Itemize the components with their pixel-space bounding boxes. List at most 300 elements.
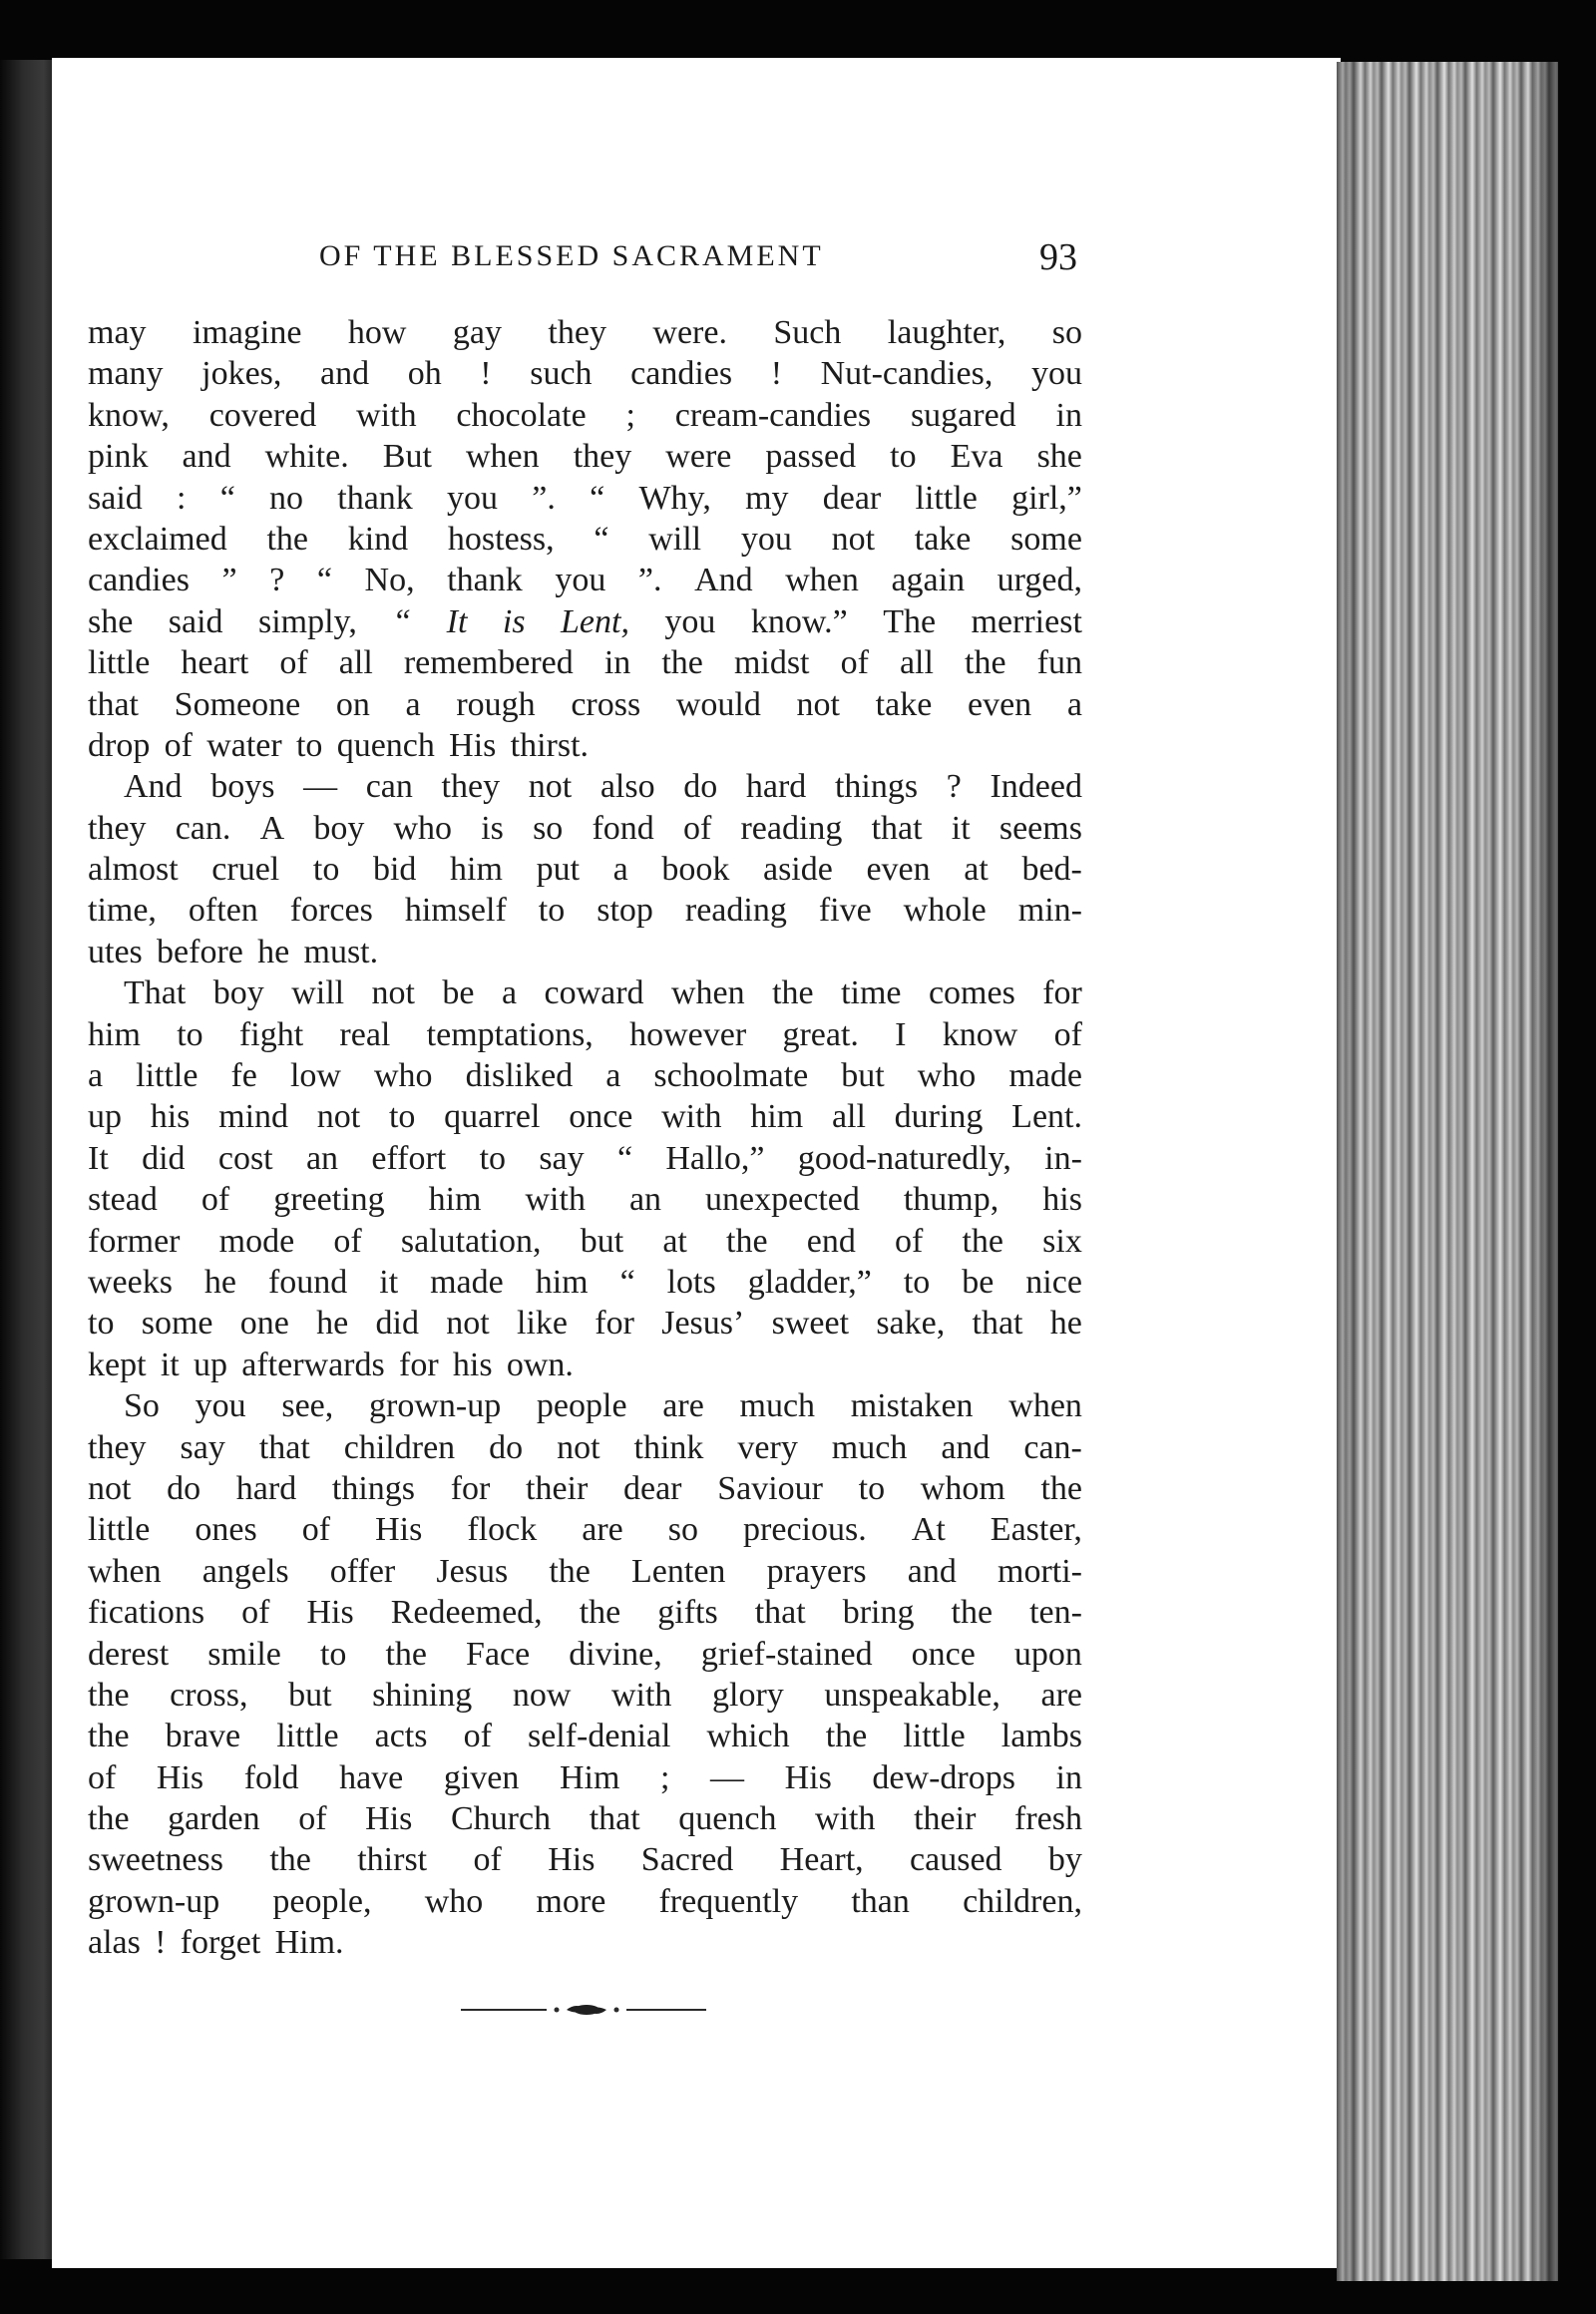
word: with xyxy=(815,1800,876,1838)
word: think xyxy=(633,1428,704,1466)
word: some xyxy=(1010,520,1082,558)
word: were xyxy=(665,438,732,476)
word: divine, xyxy=(569,1635,662,1673)
word: dew-drops xyxy=(872,1758,1015,1796)
word: him xyxy=(428,1181,482,1219)
text-line xyxy=(88,601,1082,642)
text-line xyxy=(88,312,1082,353)
word: all xyxy=(338,644,373,682)
word: did xyxy=(375,1305,419,1343)
word: Face xyxy=(466,1635,531,1673)
word: you xyxy=(555,562,606,599)
word: utes xyxy=(88,933,143,970)
word: the xyxy=(88,1800,130,1838)
word: he xyxy=(316,1305,349,1343)
text-line xyxy=(88,519,1082,560)
ornament-divider-icon xyxy=(459,1995,708,2025)
word: when xyxy=(670,974,745,1012)
text-line xyxy=(88,1303,1082,1344)
word: mistaken xyxy=(850,1387,974,1425)
word: angels xyxy=(201,1552,289,1590)
word: lambs xyxy=(1000,1718,1082,1755)
word: laughter, xyxy=(887,314,1006,351)
word: do xyxy=(683,768,718,806)
word: of xyxy=(241,1594,270,1632)
word: his xyxy=(1042,1181,1082,1219)
word: not xyxy=(796,685,840,723)
word: which xyxy=(706,1718,790,1755)
word: of xyxy=(840,644,869,682)
page-number: 93 xyxy=(1039,236,1077,278)
text-line xyxy=(88,1345,1082,1385)
word: ten- xyxy=(1029,1594,1082,1632)
word: bring xyxy=(842,1594,915,1632)
text-line xyxy=(88,560,1082,600)
word: gladder,” xyxy=(747,1263,872,1301)
word: sake, xyxy=(876,1305,946,1343)
word: So xyxy=(124,1387,160,1425)
word: you xyxy=(1030,355,1082,393)
word: the xyxy=(269,1841,311,1879)
word: said xyxy=(88,479,143,517)
word: Easter, xyxy=(990,1511,1082,1549)
text-line xyxy=(88,808,1082,849)
word: do xyxy=(167,1469,201,1507)
word: when xyxy=(1008,1387,1082,1425)
word: made xyxy=(1008,1057,1082,1095)
word: fond xyxy=(592,809,654,847)
word: say xyxy=(539,1139,585,1177)
word: Lent. xyxy=(1011,1098,1082,1136)
word: reading xyxy=(684,892,787,930)
word: cross, xyxy=(170,1676,248,1714)
word: “ xyxy=(219,479,235,517)
word: in xyxy=(1055,1758,1082,1796)
word: girl,” xyxy=(1011,479,1082,517)
page-block-edges xyxy=(1337,62,1558,2281)
word: not xyxy=(446,1305,490,1343)
word: drop xyxy=(88,726,151,764)
word: coward xyxy=(544,974,644,1012)
word: in- xyxy=(1044,1139,1082,1177)
word: good-naturedly, xyxy=(797,1139,1011,1177)
word: by xyxy=(1047,1841,1082,1879)
word: he xyxy=(203,1263,237,1301)
word: seems xyxy=(998,809,1082,847)
word: unexpected xyxy=(705,1181,860,1219)
word: so xyxy=(667,1511,699,1549)
word: ”. xyxy=(637,562,662,599)
word: no xyxy=(269,479,304,517)
word: not xyxy=(88,1469,132,1507)
word: also xyxy=(599,768,655,806)
word: fight xyxy=(238,1015,304,1053)
word: brave xyxy=(165,1718,241,1755)
text-line xyxy=(88,766,1082,807)
word: Sacred xyxy=(640,1841,734,1879)
word: who xyxy=(424,1882,484,1920)
word: and xyxy=(907,1552,957,1590)
word: take xyxy=(875,685,933,723)
word: candies xyxy=(88,562,190,599)
word: of xyxy=(298,1800,327,1838)
text-line xyxy=(88,642,1082,683)
word: take xyxy=(914,520,972,558)
word: Jesus xyxy=(436,1552,509,1590)
word: are xyxy=(582,1511,623,1549)
word: of xyxy=(333,1222,362,1260)
word: weeks xyxy=(88,1263,173,1301)
word: and xyxy=(941,1428,991,1466)
text-line xyxy=(88,353,1082,394)
word: were. xyxy=(652,314,727,351)
text-line xyxy=(88,1839,1082,1880)
word: urged, xyxy=(997,562,1082,599)
word: frequently xyxy=(658,1882,799,1920)
word: mode xyxy=(218,1222,295,1260)
text-line xyxy=(88,1385,1082,1426)
text-line xyxy=(88,1221,1082,1262)
word: to xyxy=(479,1139,507,1177)
word: they xyxy=(88,1428,147,1466)
word: effort xyxy=(371,1139,447,1177)
text-line xyxy=(88,1055,1082,1096)
text-line xyxy=(88,890,1082,931)
word: boys xyxy=(210,768,275,806)
word: min- xyxy=(1017,892,1082,930)
word: an xyxy=(305,1139,339,1177)
word: the xyxy=(951,1594,994,1632)
word: “ xyxy=(619,1263,635,1301)
word: are xyxy=(1040,1676,1082,1714)
word: dear xyxy=(623,1469,682,1507)
word: kept xyxy=(88,1346,147,1383)
word: it xyxy=(951,809,971,847)
word: who xyxy=(917,1057,977,1095)
word: hard xyxy=(235,1469,297,1507)
word: will xyxy=(291,974,345,1012)
word: passed xyxy=(765,438,857,476)
word: of xyxy=(682,809,712,847)
word: At xyxy=(911,1511,946,1549)
word: he xyxy=(257,933,290,970)
word: Heart, xyxy=(779,1841,864,1879)
word: Lenten xyxy=(631,1552,726,1590)
word: of xyxy=(164,726,193,764)
word: “ xyxy=(316,562,332,599)
word: temptations, xyxy=(426,1015,594,1053)
word: of xyxy=(88,1758,117,1796)
word: stop xyxy=(597,892,653,930)
word: hard xyxy=(745,768,807,806)
word: in xyxy=(603,644,631,682)
word: But xyxy=(382,438,432,476)
word: ; xyxy=(660,1758,670,1796)
word: Him xyxy=(559,1758,620,1796)
word: Hallo,” xyxy=(665,1139,765,1177)
word: not xyxy=(831,520,876,558)
word: gay xyxy=(452,314,502,351)
word: forget xyxy=(180,1924,261,1962)
word: time xyxy=(841,974,902,1012)
word: little xyxy=(88,644,151,682)
word: ? xyxy=(269,562,285,599)
word: fe xyxy=(230,1057,257,1095)
word: that xyxy=(589,1800,640,1838)
word: exclaimed xyxy=(88,520,227,558)
word: at xyxy=(662,1222,687,1260)
word: fications xyxy=(88,1594,205,1632)
word: That xyxy=(124,974,187,1012)
word: schoolmate xyxy=(653,1057,809,1095)
word: mind xyxy=(218,1098,289,1136)
text-line xyxy=(88,849,1082,890)
word: quench xyxy=(336,726,435,764)
word: would xyxy=(675,685,761,723)
word: a xyxy=(612,851,628,889)
word: I xyxy=(895,1015,907,1053)
word: with xyxy=(661,1098,722,1136)
word: quarrel xyxy=(444,1098,541,1136)
text-line xyxy=(88,1881,1082,1922)
word: they xyxy=(441,768,501,806)
word: once xyxy=(911,1635,976,1673)
word: His xyxy=(365,1800,413,1838)
word: His xyxy=(306,1594,354,1632)
word: the xyxy=(266,520,308,558)
word: did xyxy=(142,1139,186,1177)
word: children xyxy=(343,1428,456,1466)
word: derest xyxy=(88,1635,170,1673)
word: Someone xyxy=(174,685,301,723)
word: have xyxy=(339,1758,404,1796)
word: to xyxy=(858,1469,886,1507)
word: thump, xyxy=(903,1181,999,1219)
word: who xyxy=(393,809,453,847)
word: sweetness xyxy=(88,1841,223,1879)
word: caused xyxy=(910,1841,1002,1879)
word: he xyxy=(1049,1305,1082,1343)
word: even xyxy=(967,685,1032,723)
word: Church xyxy=(451,1800,552,1838)
word: Such xyxy=(773,314,842,351)
word: a xyxy=(88,1057,104,1095)
word: a xyxy=(501,974,518,1012)
word: on xyxy=(335,685,370,723)
word: forces xyxy=(289,892,373,930)
word: she xyxy=(1036,438,1082,476)
word: prayers xyxy=(766,1552,867,1590)
text-line xyxy=(88,1592,1082,1633)
word: unspeakable, xyxy=(824,1676,1000,1714)
word: at xyxy=(964,851,989,889)
word: know xyxy=(942,1015,1018,1053)
text-line xyxy=(88,1096,1082,1137)
word: of xyxy=(301,1511,331,1549)
word: ones xyxy=(195,1511,257,1549)
word: the xyxy=(661,644,703,682)
text-line xyxy=(88,478,1082,519)
word: And xyxy=(124,768,183,806)
word: him xyxy=(750,1098,804,1136)
word: often xyxy=(188,892,258,930)
word: His xyxy=(548,1841,596,1879)
word: during xyxy=(894,1098,984,1136)
text-line xyxy=(88,1427,1082,1468)
running-head: OF THE BLESSED SACRAMENT xyxy=(319,239,824,272)
word: thank xyxy=(337,479,413,517)
facing-page-edge xyxy=(0,60,58,2259)
word: His xyxy=(784,1758,832,1796)
word: that xyxy=(871,809,923,847)
word: simply, xyxy=(257,602,357,640)
word: whom xyxy=(920,1469,1005,1507)
text-line xyxy=(88,1262,1082,1303)
word: greeting xyxy=(273,1181,385,1219)
word: to xyxy=(312,851,340,889)
word: to xyxy=(538,892,566,930)
word: acts xyxy=(374,1718,428,1755)
word: six xyxy=(1042,1222,1082,1260)
word: whole xyxy=(903,892,987,930)
word: former xyxy=(88,1222,181,1260)
word: five xyxy=(818,892,872,930)
word: of xyxy=(1053,1015,1082,1053)
word: to xyxy=(388,1098,416,1136)
word: it xyxy=(379,1263,399,1301)
word: some xyxy=(141,1305,213,1343)
word: to xyxy=(177,1015,203,1053)
text-line xyxy=(88,436,1082,477)
word: all xyxy=(831,1098,866,1136)
word: ? xyxy=(946,768,962,806)
word: book xyxy=(661,851,730,889)
word: pink xyxy=(88,438,149,476)
word: hostess, xyxy=(447,520,555,558)
word: lots xyxy=(666,1263,716,1301)
word: grown-up xyxy=(88,1882,220,1920)
word: such xyxy=(530,355,593,393)
word: real xyxy=(339,1015,391,1053)
word: put xyxy=(536,851,581,889)
word: shining xyxy=(372,1676,473,1714)
word: that xyxy=(972,1305,1023,1343)
word: that xyxy=(258,1428,310,1466)
word: can xyxy=(365,768,413,806)
word: when xyxy=(465,438,540,476)
word: see, xyxy=(281,1387,334,1425)
word: end xyxy=(806,1222,856,1260)
word: him xyxy=(450,851,503,889)
word: Indeed xyxy=(990,768,1082,806)
word: can. xyxy=(175,809,231,847)
word: And xyxy=(694,562,753,599)
word: the xyxy=(1040,1469,1082,1507)
word: thank xyxy=(447,562,523,599)
word: comes xyxy=(928,974,1015,1012)
word: with xyxy=(525,1181,586,1219)
word: she xyxy=(88,602,134,640)
text-line xyxy=(88,1014,1082,1055)
word: garden xyxy=(168,1800,260,1838)
text-line xyxy=(88,1634,1082,1675)
word: will xyxy=(648,520,702,558)
word: more xyxy=(536,1882,606,1920)
word: a xyxy=(605,1057,621,1095)
word: to xyxy=(890,438,917,476)
word: how xyxy=(347,314,407,351)
word: up xyxy=(88,1098,122,1136)
word: quench xyxy=(678,1800,777,1838)
word: the xyxy=(385,1635,427,1673)
word: sugared xyxy=(910,396,1016,434)
word: cream-candies xyxy=(674,396,872,434)
word: like xyxy=(517,1305,568,1343)
word: so xyxy=(533,809,564,847)
word: low xyxy=(289,1057,341,1095)
word: a xyxy=(1066,685,1082,723)
word: ; xyxy=(625,396,635,434)
word: bed- xyxy=(1021,851,1082,889)
word: things xyxy=(834,768,919,806)
word: almost xyxy=(88,851,179,889)
word: covered xyxy=(208,396,317,434)
word: to xyxy=(88,1305,115,1343)
text-line xyxy=(88,725,1082,766)
text-line xyxy=(88,1922,1082,1963)
word: not xyxy=(557,1428,600,1466)
word: the xyxy=(88,1718,130,1755)
word: very xyxy=(737,1428,798,1466)
word: him xyxy=(535,1263,589,1301)
word: a xyxy=(405,685,421,723)
word: however xyxy=(629,1015,747,1053)
word: rough xyxy=(456,685,536,723)
text-line xyxy=(88,1716,1082,1756)
word: “ xyxy=(392,602,412,640)
word: Lent, xyxy=(561,602,629,640)
word: white. xyxy=(264,438,349,476)
word: not xyxy=(316,1098,361,1136)
word: than xyxy=(851,1882,910,1920)
word: own. xyxy=(506,1346,574,1383)
word: but xyxy=(288,1676,332,1714)
word: up xyxy=(193,1346,227,1383)
word: and xyxy=(182,438,231,476)
word: do xyxy=(489,1428,524,1466)
word: thirst. xyxy=(510,726,590,764)
word: the xyxy=(88,1676,130,1714)
word: with xyxy=(610,1676,672,1714)
word: can- xyxy=(1023,1428,1082,1466)
word: ! xyxy=(480,355,492,393)
word: for xyxy=(595,1305,634,1343)
word: again xyxy=(891,562,966,599)
word: cost xyxy=(217,1139,273,1177)
word: “ xyxy=(594,520,609,558)
word: said xyxy=(168,602,223,640)
word: people, xyxy=(272,1882,372,1920)
word: it xyxy=(160,1346,180,1383)
word: self-denial xyxy=(527,1718,671,1755)
word: merriest xyxy=(971,602,1082,640)
word: of xyxy=(463,1718,492,1755)
word: who xyxy=(373,1057,433,1095)
word: say xyxy=(180,1428,225,1466)
word: an xyxy=(628,1181,662,1219)
word: fold xyxy=(243,1758,299,1796)
word: No, xyxy=(364,562,415,599)
